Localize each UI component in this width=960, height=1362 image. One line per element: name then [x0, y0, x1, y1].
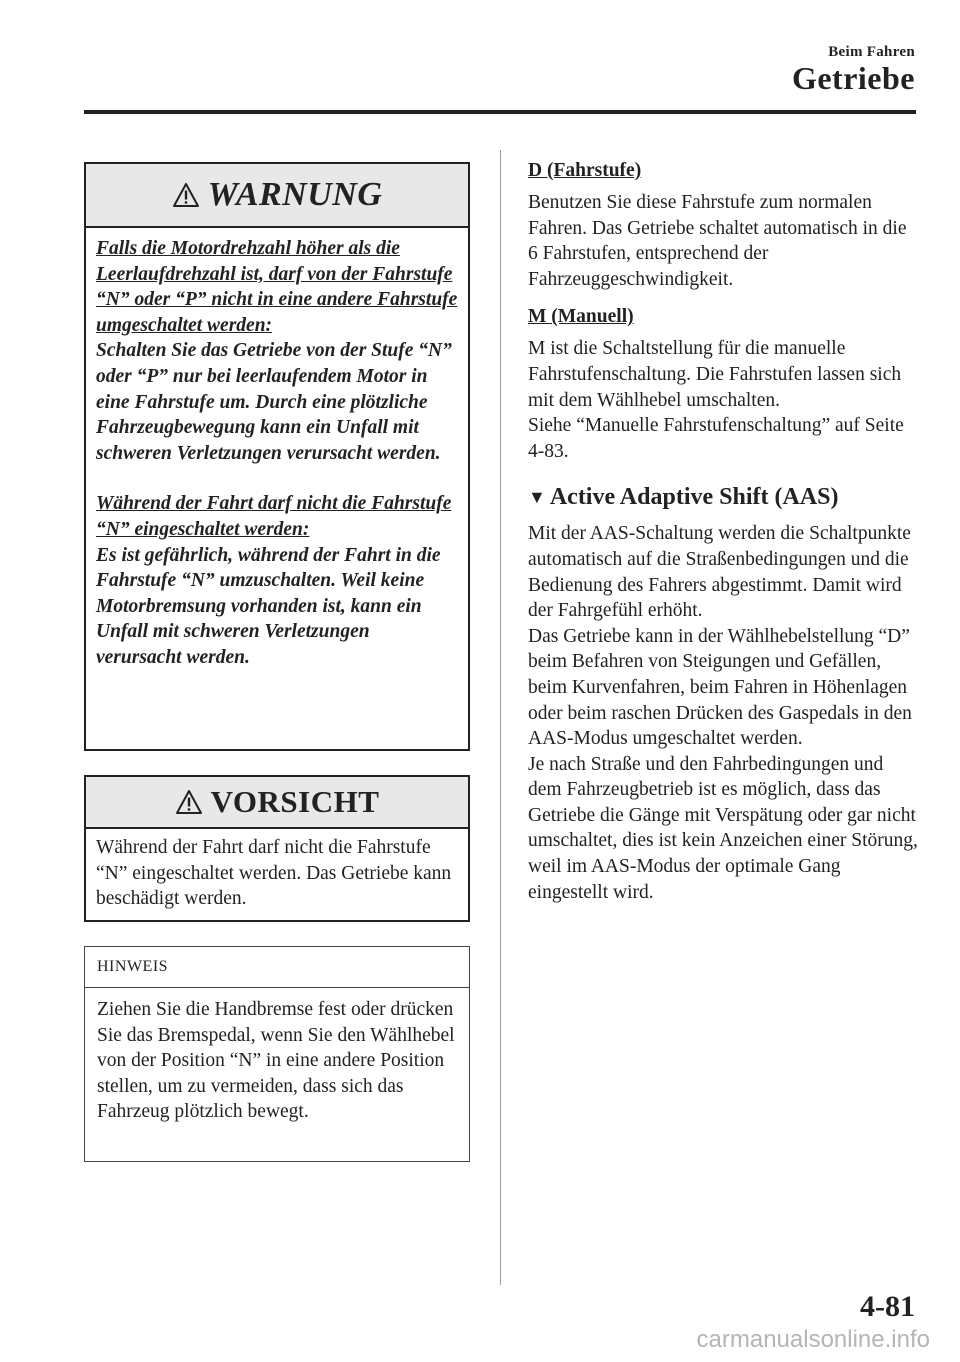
warning-triangle-icon: [172, 182, 200, 208]
caution-header: [86, 777, 468, 829]
note-text: Ziehen Sie die Handbremse fest oder drücken Sie das Bremspedal, wenn Sie den Wählhebel von der Position “N” in eine andere Position stellen, um zu vermeiden, dass sich das Fahrzeug plötzlich bewegt.: [97, 999, 455, 1123]
warning-spacer: [96, 466, 458, 491]
warning-triangle-icon: [175, 789, 203, 815]
aas-heading-text: Active Adaptive Shift (AAS): [549, 484, 839, 511]
warning-header: [86, 164, 468, 228]
warning-title: WARNUNG: [207, 176, 383, 213]
m-section-reference: Siehe “Manuelle Fahrstufenschaltung” auf Seite 4-83.: [528, 415, 904, 462]
caution-box: [84, 775, 470, 922]
aas-paragraph-2: Das Getriebe kann in der Wählhebelstellung “D” beim Befahren von Steigungen und Gefällen, beim Kurvenfahren, beim Fahren in Höhenlagen oder beim raschen Drücken des Gaspedals in den AAS-Modus umgeschaltet werden.: [528, 625, 912, 750]
d-section-text: Benutzen Sie diese Fahrstufe zum normalen Fahren. Das Getriebe schaltet automatisch in die 6 Fahrstufen, entsprechend der Fahrzeuggeschwindigkeit.: [528, 192, 907, 290]
aas-paragraph-1: Mit der AAS-Schaltung werden die Schaltpunkte automatisch auf die Straßenbedingungen und die Bedienung des Fahrers abgestimmt. Damit wird der Fahrgefühl erhöht.: [528, 523, 911, 622]
note-box: [84, 946, 470, 1162]
d-section-heading: D (Fahrstufe): [528, 160, 642, 181]
caution-text: Während der Fahrt darf nicht die Fahrstufe “N” eingeschaltet werden. Das Getriebe kann beschädigt werden.: [96, 837, 452, 910]
aas-section-heading: [528, 484, 920, 511]
left-column: [84, 162, 470, 1162]
m-section-heading: M (Manuell): [528, 306, 634, 328]
warning-item2-text: Es ist gefährlich, während der Fahrt in die Fahrstufe “N” umzuschalten. Weil keine Motorbremsung vorhanden ist, kann ein Unfall mit schweren Verletzungen verursacht werden.: [96, 544, 441, 668]
warning-body: [86, 228, 468, 671]
watermark: carmanualsonline.info: [696, 1326, 930, 1353]
page-title: Getriebe: [791, 60, 915, 96]
header-divider: [84, 110, 916, 114]
page-number: 4-81: [860, 1290, 915, 1323]
warning-box: [84, 162, 470, 751]
section-marker-icon: ▼: [528, 487, 546, 508]
column-divider: [500, 150, 501, 1285]
right-column: [528, 158, 920, 905]
warning-item1-heading: Falls die Motordrehzahl höher als die Leerlaufdrehzahl ist, darf von der Fahrstufe “N” oder “P” nicht in eine andere Fahrstufe umgeschaltet werden:: [96, 238, 458, 336]
header-section-label: Beim Fahren: [828, 44, 915, 60]
warning-item2-heading: Während der Fahrt darf nicht die Fahrstufe “N” eingeschaltet werden:: [96, 493, 452, 540]
caution-title: VORSICHT: [210, 784, 380, 819]
note-title: HINWEIS: [85, 947, 469, 988]
warning-item1-text: Schalten Sie das Getriebe von der Stufe “N” oder “P” nur bei leerlaufendem Motor in eine Fahrstufe um. Durch eine plötzliche Fahrzeugbewegung kann ein Unfall mit schweren Verletzungen verursacht werden.: [96, 340, 452, 464]
m-section-text: M ist die Schaltstellung für die manuelle Fahrstufenschaltung. Die Fahrstufen lassen sich mit dem Wählhebel umschalten.: [528, 338, 902, 411]
aas-paragraph-3: Je nach Straße und den Fahrbedingungen und dem Fahrzeugbetrieb ist es möglich, dass das Getriebe die Gänge mit Verspätung oder gar nicht umschaltet, dies ist kein Anzeichen einer Störung, weil im AAS-Modus der optimale Gang eingestellt wird.: [528, 753, 918, 903]
